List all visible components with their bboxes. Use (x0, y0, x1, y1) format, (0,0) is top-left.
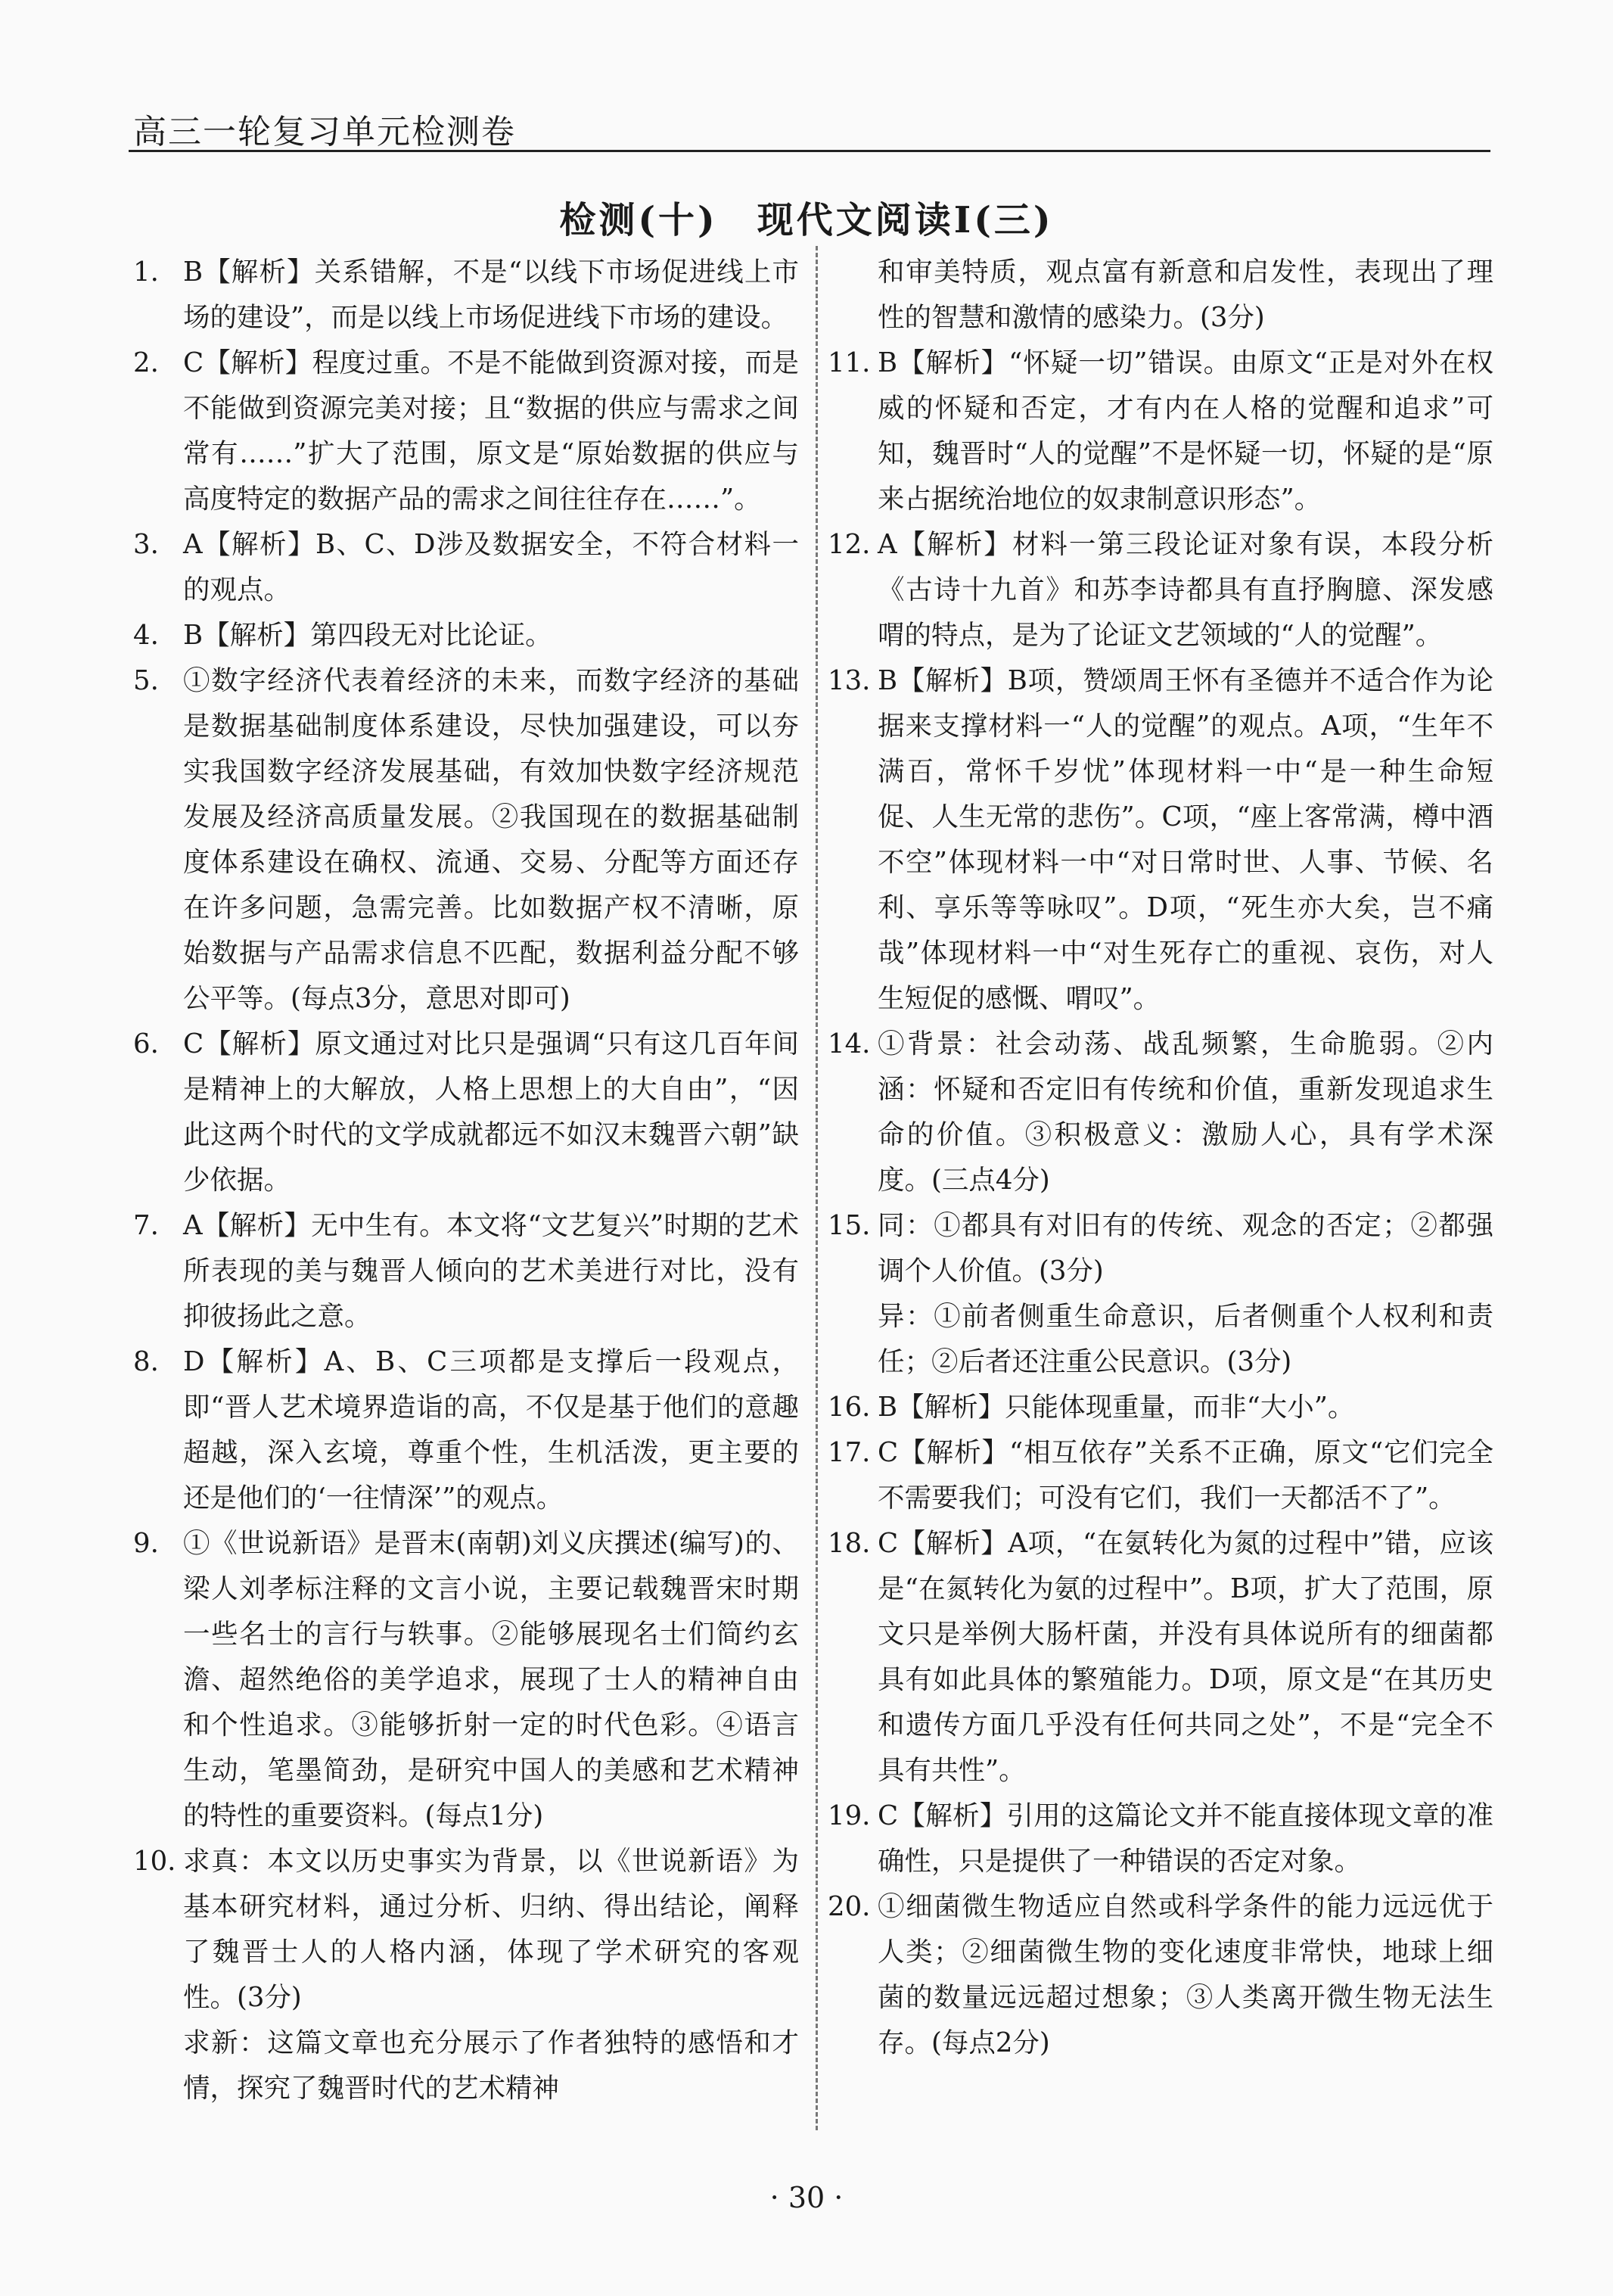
answer-item-11 (828, 341, 1493, 522)
answer-item-5 (133, 658, 799, 1022)
answer-text: ①《世说新语》是晋末(南朝)刘义庆撰述(编写)的、梁人刘孝标注释的文言小说，主要记载魏晋宋时期一些名士的言行与轶事。②能够展现名士们简约玄澹、超然绝俗的美学追求，展现了士人的精神自由和个性追求。③能够折射一定的时代色彩。④语言生动，笔墨简劲，是研究中国人的美感和艺术精神的特性的重要资料。(每点1分) (183, 1528, 799, 1831)
answer-body (878, 1203, 1493, 1385)
answer-text: 和审美特质，观点富有新意和启发性，表现出了理性的智慧和激情的感染力。(3分) (878, 257, 1493, 333)
answer-text: B【解析】关系错解，不是“以线下市场促进线上市场的建设”，而是以线上市场促进线下市场的建设。 (183, 257, 799, 333)
answer-paragraph: 求新：这篇文章也充分展示了作者独特的感悟和才情，探究了魏晋时代的艺术精神 (183, 2027, 799, 2104)
answer-item-7 (133, 1203, 799, 1339)
answer-item-14 (828, 1022, 1493, 1203)
column-divider (816, 246, 818, 2130)
answer-column-left (133, 250, 799, 2111)
answer-item-10-continued (828, 250, 1493, 341)
question-number: 19. (828, 1800, 871, 1831)
answer-item-15 (828, 1203, 1493, 1385)
answer-item-9 (133, 1521, 799, 1839)
answer-paragraph: 求真：本文以历史事实为背景，以《世说新语》为基本研究材料，通过分析、归纳、得出结论，阐释了魏晋士人的人格内涵，体现了学术研究的客观性。(3分) (183, 1846, 799, 2013)
answer-item-18 (828, 1521, 1493, 1794)
answer-item-1 (133, 250, 799, 341)
answer-text: B【解析】只能体现重量，而非“大小”。 (878, 1392, 1355, 1423)
header-divider (129, 150, 1490, 152)
question-number: 11. (828, 347, 871, 378)
answer-paragraph: 异：①前者侧重生命意识，后者侧重个人权利和责任；②后者还注重公民意识。(3分) (878, 1301, 1493, 1377)
question-number: 14. (828, 1028, 871, 1059)
question-number: 10. (133, 1846, 176, 1877)
answer-paragraph: 同：①都具有对旧有的传统、观念的否定；②都强调个人价值。(3分) (878, 1210, 1493, 1286)
question-number: 9. (133, 1528, 159, 1559)
answer-text: A【解析】材料一第三段论证对象有误，本段分析《古诗十九首》和苏李诗都具有直抒胸臆、深发感喟的特点，是为了论证文艺领域的“人的觉醒”。 (878, 529, 1493, 651)
question-number: 15. (828, 1210, 871, 1241)
answer-text: C【解析】引用的这篇论文并不能直接体现文章的准确性，只是提供了一种错误的否定对象。 (878, 1800, 1493, 1877)
page-title: 检测(十) 现代文阅读Ⅰ(三) (559, 199, 1054, 241)
question-number: 8. (133, 1346, 159, 1377)
answer-text: A【解析】无中生有。本文将“文艺复兴”时期的艺术所表现的美与魏晋人倾向的艺术美进行对比，没有抑彼扬此之意。 (183, 1210, 799, 1332)
question-number: 17. (828, 1437, 871, 1468)
answer-item-19 (828, 1794, 1493, 1884)
answer-item-20 (828, 1884, 1493, 2066)
question-number: 4. (133, 620, 159, 651)
question-number: 16. (828, 1392, 871, 1423)
answer-text: B【解析】B项，赞颂周王怀有圣德并不适合作为论据来支撑材料一“人的觉醒”的观点。A项，“生年不满百，常怀千岁忧”体现材料一中“是一种生命短促、人生无常的悲伤”。C项，“座上客常满，樽中酒不空”体现材料一中“对日常时世、人事、节候、名利、享乐等等咏叹”。D项，“死生亦大矣，岂不痛哉”体现材料一中“对生死存亡的重视、哀伤，对人生短促的感慨、喟叹”。 (878, 665, 1493, 1014)
answer-text: ①数字经济代表着经济的未来，而数字经济的基础是数据基础制度体系建设，尽快加强建设，可以夯实我国数字经济发展基础，有效加快数字经济规范发展及经济高质量发展。②我国现在的数据基础制度体系建设在确权、流通、交易、分配等方面还存在许多问题，急需完善。比如数据产权不清晰，原始数据与产品需求信息不匹配，数据利益分配不够公平等。(每点3分，意思对即可) (183, 665, 799, 1014)
question-number: 7. (133, 1210, 159, 1241)
answer-text: B【解析】第四段无对比论证。 (183, 620, 552, 651)
question-number: 13. (828, 665, 871, 696)
answer-text: ①细菌微生物适应自然或科学条件的能力远远优于人类；②细菌微生物的变化速度非常快，地球上细菌的数量远远超过想象；③人类离开微生物无法生存。(每点2分) (878, 1891, 1493, 2058)
answer-column-right (828, 250, 1493, 2066)
page-number: · 30 · (769, 2181, 844, 2214)
answer-body (183, 1839, 799, 2111)
answer-text: A【解析】B、C、D涉及数据安全，不符合材料一的观点。 (183, 529, 799, 605)
question-number: 18. (828, 1528, 871, 1559)
answer-text: ①背景：社会动荡、战乱频繁，生命脆弱。②内涵：怀疑和否定旧有传统和价值，重新发现追求生命的价值。③积极意义：激励人心，具有学术深度。(三点4分) (878, 1028, 1493, 1196)
question-number: 2. (133, 347, 159, 378)
question-number (828, 250, 878, 341)
question-number: 12. (828, 529, 871, 560)
answer-item-16 (828, 1385, 1493, 1430)
question-number: 5. (133, 665, 159, 696)
answer-text: C【解析】“相互依存”关系不正确，原文“它们完全不需要我们；可没有它们，我们一天都活不了”。 (878, 1437, 1493, 1514)
answer-item-17 (828, 1430, 1493, 1521)
answer-item-6 (133, 1022, 799, 1203)
question-number: 20. (828, 1891, 871, 1922)
answer-item-10 (133, 1839, 799, 2111)
header-title: 高三一轮复习单元检测卷 (133, 113, 516, 151)
answer-text: C【解析】原文通过对比只是强调“只有这几百年间是精神上的大解放，人格上思想上的大自由”，“因此这两个时代的文学成就都远不如汉末魏晋六朝”缺少依据。 (183, 1028, 799, 1196)
answer-text: C【解析】程度过重。不是不能做到资源对接，而是不能做到资源完美对接；且“数据的供应与需求之间常有……”扩大了范围，原文是“原始数据的供应与高度特定的数据产品的需求之间往往存在……”。 (183, 347, 799, 515)
answer-text: C【解析】A项，“在氨转化为氮的过程中”错，应该是“在氮转化为氨的过程中”。B项，扩大了范围，原文只是举例大肠杆菌，并没有具体说所有的细菌都具有如此具体的繁殖能力。D项，原文是“在其历史和遗传方面几乎没有任何共同之处”，不是“完全不具有共性”。 (878, 1528, 1493, 1786)
answer-text: D【解析】A、B、C三项都是支撑后一段观点，即“晋人艺术境界造诣的高，不仅是基于他们的意趣超越，深入玄境，尊重个性，生机活泼，更主要的还是他们的‘一往情深’”的观点。 (183, 1346, 799, 1514)
question-number: 3. (133, 529, 159, 560)
answer-item-8 (133, 1339, 799, 1521)
answer-text: B【解析】“怀疑一切”错误。由原文“正是对外在权威的怀疑和否定，才有内在人格的觉醒和追求”可知，魏晋时“人的觉醒”不是怀疑一切，怀疑的是“原来占据统治地位的奴隶制意识形态”。 (878, 347, 1493, 515)
answer-item-4 (133, 613, 799, 658)
answer-item-2 (133, 341, 799, 522)
question-number: 6. (133, 1028, 159, 1059)
answer-item-13 (828, 658, 1493, 1022)
question-number: 1. (133, 257, 159, 288)
answer-item-3 (133, 522, 799, 613)
answer-item-12 (828, 522, 1493, 658)
